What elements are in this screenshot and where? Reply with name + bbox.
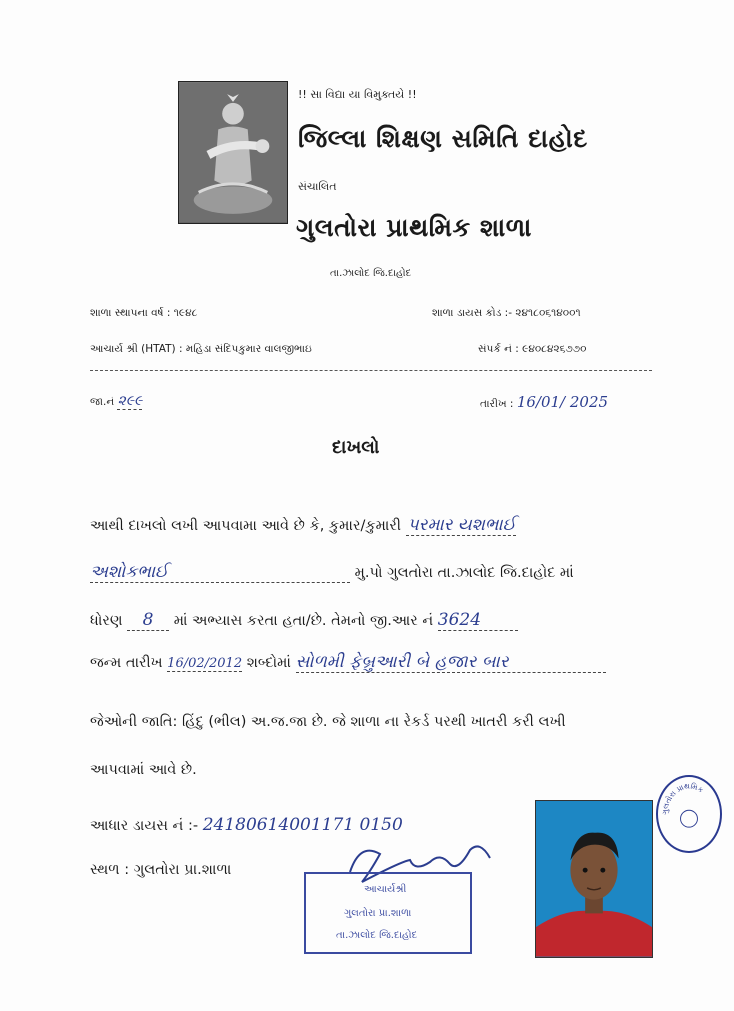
place-row [90,862,231,878]
contact-label: સંપર્ક નં : [478,343,519,355]
established-value: ૧૯૪૮ [173,307,198,319]
reference-date [480,393,608,411]
dob-value: 16/02/2012 [167,656,243,671]
line-1 [90,515,516,535]
stamp-line-2: ગુલતોરા પ્રા.શાળા [344,908,412,919]
line-2 [90,562,574,583]
line-4 [90,652,606,673]
reference-number [90,393,142,409]
contact-value: ૯૪૦૮૪૨૬૭૭૦ [522,343,587,355]
org-title: જિલ્લા શિક્ષણ સમિતિ દાહોદ [298,124,588,153]
ref-no-value: ૨૯૯ [117,393,143,409]
contact-row [478,343,586,356]
principal-name: મહિડા સંદિપકુમાર વાલજીભાઇ [185,343,312,355]
school-name: ગુલતોરા પ્રાથમિક શાળા [296,213,532,242]
aadhar-value: 24180614001171 0150 [202,815,403,835]
std-value: 8 [127,610,169,631]
dise-row [432,307,581,320]
round-stamp-text: ગુલતોરા પ્રાથમિક [660,781,706,816]
dob-label: જન્મ તારીખ [90,655,163,671]
school-round-stamp [656,775,722,853]
established-label: શાળા સ્થાપના વર્ષ : [90,307,171,319]
dob-words-label: શબ્દોમાં [246,655,291,671]
gr-number: 3624 [438,610,518,631]
dise-value: ૨૪૧૮૦૬૧૪૦૦૧ [515,307,581,319]
student-name-part2: અશોકભાઈ [90,562,350,583]
ref-no-label: જા.નં [90,396,115,408]
place-label: સ્થળ : [90,862,130,878]
line-3 [90,610,518,631]
ref-date-value: 16/01/ 2025 [516,393,609,411]
saraswati-logo-image [178,81,288,224]
place-value: ગુલતોરા પ્રા.શાળા [133,862,232,878]
managed-by: સંચાલિત [298,180,337,193]
student-photo [535,800,653,958]
line-1-prefix: આથી દાખલો લખી આપવામા આવે છે કે, કુમાર/કુમારી [90,518,402,534]
std-text: માં અભ્યાસ કરતા હતા/છે. તેમનો જી.આર નં [173,613,434,629]
taluka-district: તા.ઝાલોદ જિ.દાહોદ [330,268,412,279]
motto: !! સા વિદ્યા યા વિમુક્તયે !! [298,88,417,101]
established-row [90,307,197,320]
stamp-line-3: તા.ઝાલોદ જિ.દાહોદ [336,930,418,941]
aadhar-label: આધાર ડાયસ નં :- [90,818,199,834]
principal-label: આચાર્ય શ્રી (HTAT) : [90,343,183,355]
closing-line: આપવામાં આવે છે. [90,762,197,778]
svg-text:ગુલતોરા પ્રાથમિક [660,781,705,815]
header-divider [90,370,652,371]
line-2-suffix: મુ.પો ગુલતોરા તા.ઝાલોદ જિ.દાહોદ માં [354,565,574,581]
std-label: ધોરણ [90,613,123,629]
ref-date-label: તારીખ : [480,398,514,410]
student-name-part1: પરમાર યશભાઈ [407,515,516,535]
dob-words-value: સોળમી ફેબ્રુઆરી બે હજાર બાર [296,652,606,673]
caste-line: જેઓની જાતિ: હિંદુ (ભીલ) અ.જ.જા છે. જે શાળા ના રેકર્ડ પરથી ખાતરી કરી લખી [90,714,566,730]
stamp-line-1: આચાર્યશ્રી [364,884,407,895]
certificate-heading: દાખલો [332,437,380,458]
dise-label: શાળા ડાયસ કોડ :- [432,307,513,319]
principal-row [90,343,312,356]
principal-stamp [304,872,472,954]
